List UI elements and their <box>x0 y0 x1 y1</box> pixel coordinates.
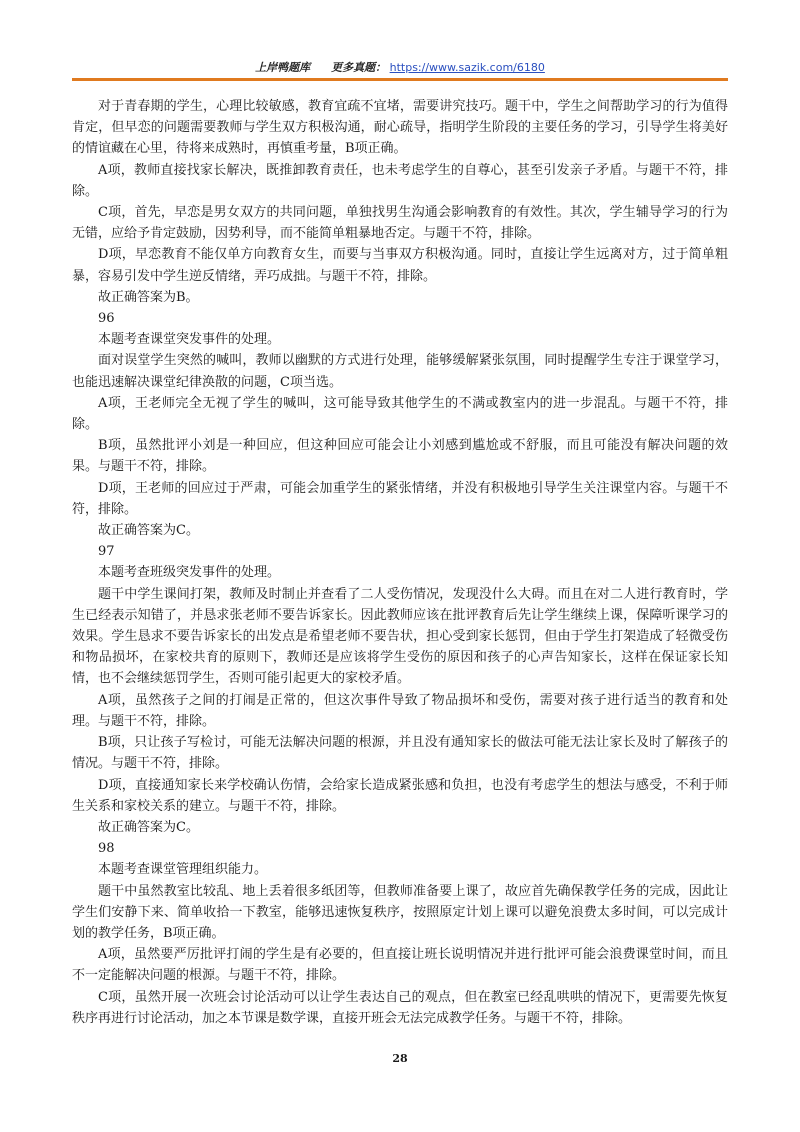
paragraph: D项，直接通知家长来学校确认伤情，会给家长造成紧张感和负担，也没有考虑学生的想法与感受，不利于师生关系和家校关系的建立。与题干不符，排除。 <box>72 777 728 814</box>
topic-line: 本题考查班级突发事件的处理。 <box>98 565 281 581</box>
paragraph: D项，早恋教育不能仅单方向教育女生，而要与当事双方积极沟通。同时，直接让学生远离对方，过于简单粗暴，容易引发中学生逆反情绪，弄巧成拙。与题干不符，排除。 <box>72 247 728 284</box>
paragraph: A项，教师直接找家长解决，既推卸教育责任，也未考虑学生的自尊心，甚至引发亲子矛盾。与题干不符，排除。 <box>72 162 728 199</box>
question-number: 96 <box>98 311 115 327</box>
topic-line: 本题考查课堂管理组织能力。 <box>98 862 268 878</box>
document-body <box>72 96 728 1029</box>
paragraph: C项，首先，早恋是男女双方的共同问题，单独找男生沟通会影响教育的有效性。其次，学生辅导学习的行为无错，应给予肯定鼓励，因势利导，而不能简单粗暴地否定。与题干不符，排除。 <box>72 205 728 242</box>
answer-line: 故正确答案为B。 <box>98 289 199 305</box>
question-number: 97 <box>98 544 115 560</box>
paragraph: B项，虽然批评小刘是一种回应，但这种回应可能会让小刘感到尴尬或不舒服，而且可能没有解决问题的效果。与题干不符，排除。 <box>72 438 728 475</box>
source-link[interactable]: https://www.sazik.com/6180 <box>389 61 545 74</box>
paragraph: B项，只让孩子写检讨，可能无法解决问题的根源，并且没有通知家长的做法可能无法让家长及时了解孩子的情况。与题干不符，排除。 <box>72 735 728 772</box>
topic-line: 本题考查课堂突发事件的处理。 <box>98 332 281 348</box>
paragraph: A项，王老师完全无视了学生的喊叫，这可能导致其他学生的不满或教室内的进一步混乱。与题干不符，排除。 <box>72 395 728 433</box>
answer-line: 故正确答案为C。 <box>98 819 199 835</box>
paragraph: A项，虽然要严厉批评打闹的学生是有必要的，但直接让班长说明情况并进行批评可能会浪费课堂时间，而且不一定能解决问题的根源。与题干不符，排除。 <box>72 947 728 984</box>
question-number: 98 <box>98 841 115 857</box>
paragraph: C项，虽然开展一次班会讨论活动可以让学生表达自己的观点，但在教室已经乱哄哄的情况下，更需要先恢复秩序再进行讨论活动，加之本节课是数学课，直接开班会无法完成教学任务。与题干不符，排除。 <box>72 989 728 1026</box>
paragraph: 面对误堂学生突然的喊叫，教师以幽默的方式进行处理，能够缓解紧张氛围，同时提醒学生专注于课堂学习，也能迅速解决课堂纪律涣散的问题，C项当选。 <box>72 353 728 390</box>
paragraph: 对于青春期的学生，心理比较敏感，教育宜疏不宜堵，需要讲究技巧。题干中，学生之间帮助学习的行为值得肯定，但早恋的问题需要教师与学生双方积极沟通，耐心疏导，指明学生阶段的主要任务的学习，引导学生将美好的情谊藏在心里，待将来成熟时，再慎重考量，B项正确。 <box>72 99 728 157</box>
header-divider <box>72 78 728 81</box>
page-number: 28 <box>392 1052 408 1065</box>
paragraph: 题干中虽然教室比较乱、地上丢着很多纸团等，但教师准备要上课了，故应首先确保教学任务的完成，因此让学生们安静下来、简单收拾一下教室，能够迅速恢复秩序，按照原定计划上课可以避免浪费太多时间，可以完成计划的教学任务，B项正确。 <box>72 883 728 941</box>
paragraph: 题干中学生课间打架，教师及时制止并查看了二人受伤情况，发现没什么大碍。而且在对二人进行教育时，学生已经表示知错了，并恳求张老师不要告诉家长。因此教师应该在批评教育后先让学生继续上课，保障听课学习的效果。学生恳求不要告诉家长的出发点是希望老师不要告状，担心受到家长惩罚，但由于学生打架造成了轻微受伤和物品损坏，在家校共育的原则下，教师还是应该将学生受伤的原因和孩子的心声告知家长，这样在保证家长知情，也不会继续惩罚学生，否则可能引起更大的家校矛盾。 <box>72 586 728 687</box>
paragraph: A项，虽然孩子之间的打闹是正常的，但这次事件导致了物品损坏和受伤，需要对孩子进行适当的教育和处理。与题干不符，排除。 <box>72 692 728 729</box>
page-header <box>72 58 728 78</box>
source-label: 更多真题： <box>331 61 387 74</box>
site-name: 上岸鸭题库 <box>255 61 311 74</box>
answer-line: 故正确答案为C。 <box>98 523 199 539</box>
paragraph: D项，王老师的回应过于严肃，可能会加重学生的紧张情绪，并没有积极地引导学生关注课堂内容。与题干不符，排除。 <box>72 480 728 517</box>
